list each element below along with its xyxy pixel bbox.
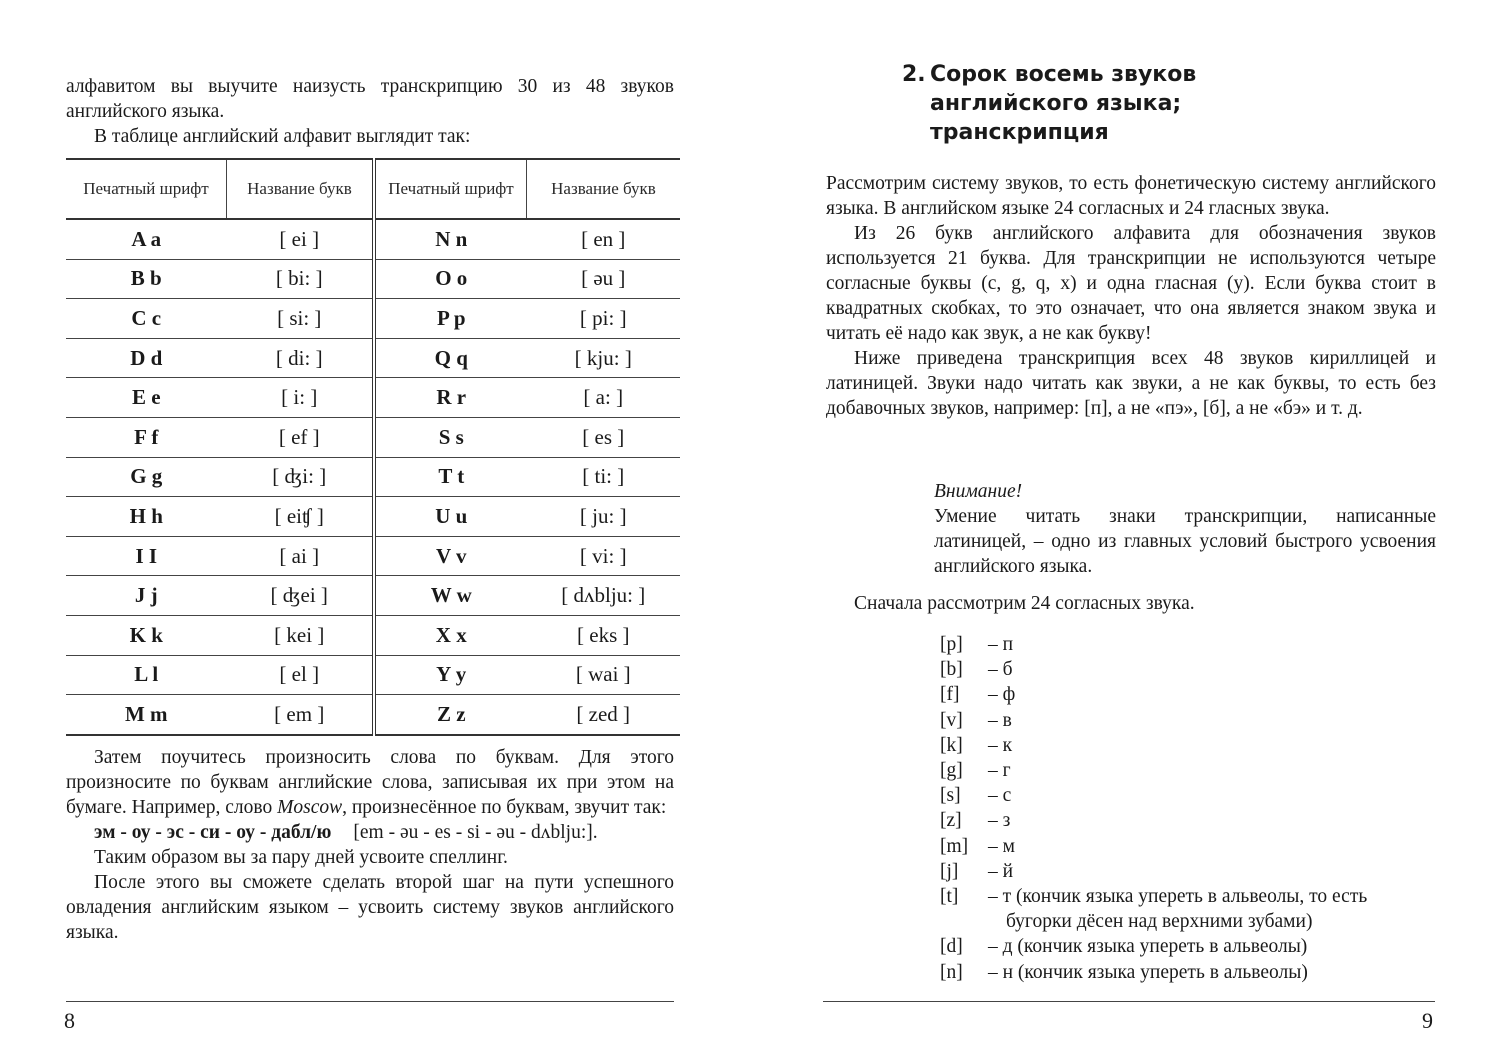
- letter-name: [ ʤi: ]: [227, 457, 375, 497]
- letter-print: O o: [374, 259, 527, 299]
- sound-description: [988, 733, 1440, 758]
- heading-line-2: английского языка;: [930, 91, 1182, 116]
- letter-print: H h: [66, 497, 227, 537]
- letter-print: W w: [374, 576, 527, 616]
- list-item: [940, 934, 1440, 959]
- sound-description-text: – н (кончик языка упереть в альвеолы): [988, 961, 1308, 983]
- table-header-row: [66, 159, 680, 219]
- letter-name: [ ju: ]: [527, 497, 681, 537]
- table-row: [66, 497, 680, 537]
- list-item: [940, 682, 1440, 707]
- header-print: Печатный шрифт: [66, 159, 227, 219]
- letter-print: R r: [374, 378, 527, 418]
- table-intro-line: В таблице английский алфавит выглядит так:: [94, 126, 471, 147]
- letter-print: Z z: [374, 695, 527, 735]
- left-after-table: [66, 745, 674, 945]
- letter-name: [ vi: ]: [527, 536, 681, 576]
- letter-print: U u: [374, 497, 527, 537]
- letter-print: M m: [66, 695, 227, 735]
- letter-print: J j: [66, 576, 227, 616]
- attention-note: [934, 479, 1436, 579]
- sound-description: [988, 682, 1440, 707]
- sound-description: [988, 783, 1440, 808]
- letter-print: S s: [374, 417, 527, 457]
- letter-name: [ kju: ]: [527, 338, 681, 378]
- paragraph-transcription: Ниже приведена транскрипция всех 48 звуков кириллицей и латиницей. Звуки надо читать как звуки, а не как буквы, то есть без добавочных звуков, например: [п], а не «пэ», [б], а не «бэ» и т. д.: [826, 348, 1436, 419]
- section-heading: [902, 60, 1262, 147]
- sound-description-text: – б: [988, 659, 1013, 681]
- letter-print: K k: [66, 615, 227, 655]
- sound-description: [988, 934, 1440, 959]
- table-row: [66, 259, 680, 299]
- letter-print: Q q: [374, 338, 527, 378]
- heading-line-3: транскрипция: [930, 120, 1109, 145]
- letter-print: E e: [66, 378, 227, 418]
- sound-symbol: [v]: [940, 709, 963, 731]
- list-item: [940, 733, 1440, 758]
- right-page-number: 9: [1422, 1008, 1433, 1033]
- letter-name: [ bi: ]: [227, 259, 375, 299]
- letter-print: G g: [66, 457, 227, 497]
- letter-name: [ di: ]: [227, 338, 375, 378]
- sound-description-text: – м: [988, 835, 1015, 857]
- letter-name: [ ef ]: [227, 417, 375, 457]
- letter-name: [ el ]: [227, 655, 375, 695]
- spelling-text-before: Затем поучитесь произносить слова по буквам. Для этого произносите по буквам английские слова, записывая их при этом на бумаге. Например, слово: [66, 747, 674, 818]
- header-name: Название букв: [227, 159, 375, 219]
- letter-print: T t: [374, 457, 527, 497]
- sound-description: [988, 808, 1440, 833]
- sound-symbol: [t]: [940, 886, 959, 908]
- left-intro: [66, 74, 674, 149]
- table-row: [66, 615, 680, 655]
- sound-description-text: – й: [988, 860, 1014, 882]
- paragraph-letters: Из 26 букв английского алфавита для обозначения звуков используется 21 буква. Для транскрипции не используются четыре согласные буквы (c, g, q, x) и одна гласная (y). Если буква стоит в квадратных скобках, то это означает, что она является знаком звука и читать её надо как звук, а не как букву!: [826, 223, 1436, 344]
- table-row: [66, 457, 680, 497]
- sound-symbol: [f]: [940, 684, 960, 706]
- heading-number: 2.: [902, 62, 926, 87]
- sound-description: [988, 834, 1440, 859]
- letter-print: B b: [66, 259, 227, 299]
- letter-name: [ si: ]: [227, 299, 375, 339]
- letter-name: [ pi: ]: [527, 299, 681, 339]
- example-word: Moscow: [277, 797, 343, 818]
- sound-symbol: [b]: [940, 659, 963, 681]
- table-row: [66, 378, 680, 418]
- alphabet-table-body: [66, 219, 680, 735]
- letter-print: V v: [374, 536, 527, 576]
- list-item: [940, 657, 1440, 682]
- letter-print: F f: [66, 417, 227, 457]
- letter-name: [ eks ]: [527, 615, 681, 655]
- heading-line-1: Сорок восемь звуков: [930, 62, 1197, 87]
- letter-name: [ zed ]: [527, 695, 681, 735]
- sound-symbol: [z]: [940, 810, 962, 832]
- letter-print: Y y: [374, 655, 527, 695]
- sound-description: [988, 884, 1440, 934]
- consonants-intro: Сначала рассмотрим 24 согласных звука.: [854, 593, 1195, 614]
- sound-description: [988, 708, 1440, 733]
- letter-print: P p: [374, 299, 527, 339]
- sound-description: [988, 960, 1440, 985]
- spelling-result: Таким образом вы за пару дней усвоите спеллинг.: [94, 847, 508, 868]
- alphabet-table: [66, 158, 680, 736]
- list-item: [940, 960, 1440, 985]
- left-footer-rule: [66, 1001, 674, 1002]
- table-row: [66, 695, 680, 735]
- sound-symbol: [p]: [940, 634, 963, 655]
- list-item: [940, 808, 1440, 833]
- left-page-number: 8: [64, 1008, 75, 1033]
- spelling-example: [66, 820, 674, 845]
- table-row: [66, 219, 680, 259]
- attention-title: Внимание!: [934, 481, 1023, 502]
- letter-name: [ kei ]: [227, 615, 375, 655]
- letter-name: [ wai ]: [527, 655, 681, 695]
- letter-print: C c: [66, 299, 227, 339]
- table-row: [66, 536, 680, 576]
- sound-description-text: – т (кончик языка упереть в альвеолы, то есть: [988, 886, 1368, 908]
- letter-name: [ en ]: [527, 219, 681, 259]
- letter-name: [ eiʧ ]: [227, 497, 375, 537]
- spelling-transcription: [em - əu - es - si - əu - dʌblju:].: [353, 822, 598, 843]
- letter-print: L l: [66, 655, 227, 695]
- sound-description-text: – п: [988, 634, 1014, 655]
- letter-print: A a: [66, 219, 227, 259]
- spelling-text-after: , произнесённое по буквам, звучит так:: [342, 797, 667, 818]
- sound-description: [988, 632, 1440, 657]
- spelling-paragraph: [66, 745, 674, 820]
- sound-description-text: – з: [988, 810, 1011, 832]
- list-item: [940, 884, 1440, 934]
- sound-symbol: [m]: [940, 835, 969, 857]
- right-footer-rule: [823, 1001, 1435, 1002]
- intro-paragraph: алфавитом вы выучите наизусть транскрипцию 30 из 48 звуков английского языка.: [66, 76, 674, 122]
- header-name-2: Название букв: [527, 159, 681, 219]
- paragraph-sound-system: Рассмотрим систему звуков, то есть фонетическую систему английского языка. В английском языке 24 согласных и 24 гласных звука.: [826, 173, 1436, 219]
- list-item: [940, 758, 1440, 783]
- sound-description: [988, 859, 1440, 884]
- sound-description-continued: бугорки дёсен над верхними зубами): [1006, 911, 1313, 933]
- sound-description-text: – к: [988, 734, 1013, 756]
- sound-description-text: – ф: [988, 684, 1016, 706]
- sound-description-text: – с: [988, 785, 1012, 807]
- sound-symbol: [s]: [940, 785, 961, 807]
- sound-description-text: – в: [988, 709, 1012, 731]
- table-row: [66, 576, 680, 616]
- letter-name: [ i: ]: [227, 378, 375, 418]
- sound-symbol: [g]: [940, 760, 963, 782]
- sound-description: [988, 657, 1440, 682]
- list-item: [940, 834, 1440, 859]
- list-item: [940, 708, 1440, 733]
- letter-print: N n: [374, 219, 527, 259]
- sound-symbol: [k]: [940, 734, 963, 756]
- letter-name: [ a: ]: [527, 378, 681, 418]
- letter-name: [ ei ]: [227, 219, 375, 259]
- sound-symbol: [j]: [940, 860, 959, 882]
- list-item: [940, 783, 1440, 808]
- letter-name: [ dʌblju: ]: [527, 576, 681, 616]
- sound-description-text: – г: [988, 760, 1011, 782]
- letter-name: [ əu ]: [527, 259, 681, 299]
- attention-text: Умение читать знаки транскрипции, написанные латиницей, – одно из главных условий быстрого усвоения английского языка.: [934, 506, 1436, 577]
- sound-symbol: [n]: [940, 961, 963, 983]
- letter-name: [ em ]: [227, 695, 375, 735]
- list-item: [940, 632, 1440, 657]
- letter-name: [ ai ]: [227, 536, 375, 576]
- list-item: [940, 859, 1440, 884]
- letter-print: I I: [66, 536, 227, 576]
- spelling-cyrillic: эм - оу - эс - си - оу - дабл/ю: [94, 822, 332, 843]
- right-body: [826, 171, 1436, 421]
- letter-print: X x: [374, 615, 527, 655]
- next-step-paragraph: После этого вы сможете сделать второй шаг на пути успешного овладения английским языком – усвоить систему звуков английского языка.: [66, 872, 674, 943]
- letter-name: [ es ]: [527, 417, 681, 457]
- table-row: [66, 655, 680, 695]
- header-print-2: Печатный шрифт: [374, 159, 527, 219]
- table-row: [66, 417, 680, 457]
- sound-description: [988, 758, 1440, 783]
- sound-symbol: [d]: [940, 936, 963, 958]
- table-row: [66, 299, 680, 339]
- consonant-list: [940, 632, 1440, 985]
- letter-print: D d: [66, 338, 227, 378]
- sound-description-text: – д (кончик языка упереть в альвеолы): [988, 936, 1308, 958]
- letter-name: [ ʤei ]: [227, 576, 375, 616]
- table-row: [66, 338, 680, 378]
- letter-name: [ ti: ]: [527, 457, 681, 497]
